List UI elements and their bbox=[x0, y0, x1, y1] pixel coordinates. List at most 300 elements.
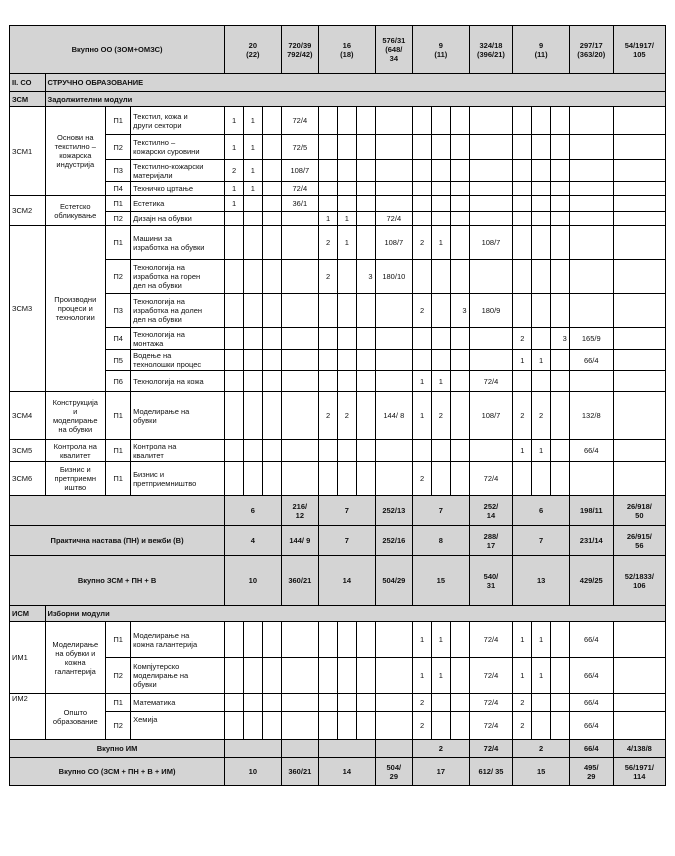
table-row bbox=[10, 182, 666, 196]
cell bbox=[262, 182, 281, 196]
total-cell bbox=[281, 740, 319, 758]
cell bbox=[262, 694, 281, 712]
total-cell: 10 bbox=[225, 758, 281, 786]
cell bbox=[225, 350, 244, 371]
cell bbox=[225, 694, 244, 712]
cell bbox=[243, 622, 262, 658]
subject-name: Естетика bbox=[131, 196, 225, 212]
cell: 2 bbox=[513, 392, 532, 440]
cell: 66/4 bbox=[569, 694, 613, 712]
cell: 1 bbox=[225, 135, 244, 160]
total-cell: 54/1917/ 105 bbox=[613, 26, 665, 74]
cell bbox=[513, 462, 532, 496]
subject-code: П2 bbox=[106, 212, 131, 226]
cell bbox=[469, 212, 513, 226]
cell bbox=[413, 135, 432, 160]
cell: 1 bbox=[532, 658, 551, 694]
cell: 3 bbox=[356, 260, 375, 294]
cell bbox=[450, 212, 469, 226]
subject-code: П1 bbox=[106, 196, 131, 212]
cell bbox=[262, 712, 281, 740]
cell bbox=[532, 260, 551, 294]
table-row bbox=[10, 294, 666, 328]
cell bbox=[262, 196, 281, 212]
module-code: ЗСМ2 bbox=[10, 196, 46, 226]
module-name: Бизнис и претприемн иштво bbox=[45, 462, 106, 496]
section-code: II. СО bbox=[10, 74, 46, 92]
cell bbox=[469, 350, 513, 371]
cell bbox=[613, 622, 665, 658]
cell bbox=[281, 328, 319, 350]
subject-name: Машини за изработка на обувки bbox=[131, 226, 225, 260]
cell bbox=[450, 107, 469, 135]
subject-code: П2 bbox=[106, 135, 131, 160]
subject-code: П1 bbox=[106, 440, 131, 462]
cell bbox=[243, 212, 262, 226]
subject-name: Компјутерско моделирање на обувки bbox=[131, 658, 225, 694]
cell: 180/10 bbox=[375, 260, 413, 294]
module-name: Општо образование bbox=[45, 694, 106, 740]
cell: 36/1 bbox=[281, 196, 319, 212]
cell: 2 bbox=[319, 260, 338, 294]
cell bbox=[225, 658, 244, 694]
cell: 108/7 bbox=[281, 160, 319, 182]
cell bbox=[356, 328, 375, 350]
cell bbox=[337, 196, 356, 212]
cell bbox=[262, 392, 281, 440]
total-cell: 6 bbox=[225, 496, 281, 526]
cell bbox=[243, 371, 262, 392]
cell bbox=[551, 392, 570, 440]
module-name: Конструкција и моделирање на обувки bbox=[45, 392, 106, 440]
table-row bbox=[10, 135, 666, 160]
grand-total-row bbox=[10, 758, 666, 786]
cell bbox=[431, 135, 450, 160]
cell bbox=[262, 462, 281, 496]
cell bbox=[413, 160, 432, 182]
cell bbox=[450, 392, 469, 440]
cell bbox=[243, 712, 262, 740]
cell bbox=[319, 712, 338, 740]
total-cell: 17 bbox=[413, 758, 469, 786]
cell bbox=[356, 694, 375, 712]
table-row bbox=[10, 107, 666, 135]
cell bbox=[356, 462, 375, 496]
cell bbox=[532, 135, 551, 160]
table-row bbox=[10, 440, 666, 462]
total-label: Вкупно ЗСМ + ПН + В bbox=[10, 556, 225, 606]
cell bbox=[469, 182, 513, 196]
cell: 2 bbox=[413, 694, 432, 712]
cell bbox=[375, 107, 413, 135]
cell bbox=[375, 160, 413, 182]
cell: 72/4 bbox=[469, 694, 513, 712]
subject-name: Бизнис и претприемништво bbox=[131, 462, 225, 496]
cell bbox=[569, 462, 613, 496]
cell bbox=[281, 694, 319, 712]
cell bbox=[551, 294, 570, 328]
cell bbox=[551, 658, 570, 694]
subject-name: Контрола на квалитет bbox=[131, 440, 225, 462]
cell bbox=[613, 226, 665, 260]
cell bbox=[431, 182, 450, 196]
subject-name: Техничко цртање bbox=[131, 182, 225, 196]
cell bbox=[243, 462, 262, 496]
module-code: ЗСМ1 bbox=[10, 107, 46, 196]
cell: 1 bbox=[243, 160, 262, 182]
cell bbox=[356, 350, 375, 371]
cell: 1 bbox=[243, 182, 262, 196]
cell bbox=[450, 196, 469, 212]
cell bbox=[375, 182, 413, 196]
empty-label bbox=[10, 496, 225, 526]
cell: 1 bbox=[513, 350, 532, 371]
subject-name: Технологија на кожа bbox=[131, 371, 225, 392]
cell: 1 bbox=[225, 107, 244, 135]
total-cell: 6 bbox=[513, 496, 569, 526]
cell bbox=[569, 226, 613, 260]
cell bbox=[281, 658, 319, 694]
total-cell: 360/21 bbox=[281, 758, 319, 786]
cell bbox=[225, 371, 244, 392]
cell bbox=[613, 371, 665, 392]
cell bbox=[532, 160, 551, 182]
cell: 3 bbox=[450, 294, 469, 328]
cell: 1 bbox=[337, 226, 356, 260]
section-title: Изборни модули bbox=[45, 606, 666, 622]
cell: 144/ 8 bbox=[375, 392, 413, 440]
cell bbox=[281, 440, 319, 462]
cell bbox=[375, 328, 413, 350]
cell bbox=[569, 160, 613, 182]
total-cell: 540/ 31 bbox=[469, 556, 513, 606]
cell: 1 bbox=[337, 212, 356, 226]
cell: 1 bbox=[413, 371, 432, 392]
cell bbox=[469, 160, 513, 182]
cell bbox=[337, 182, 356, 196]
cell bbox=[532, 712, 551, 740]
cell: 1 bbox=[225, 196, 244, 212]
cell bbox=[356, 440, 375, 462]
total-cell: 4 bbox=[225, 526, 281, 556]
cell bbox=[356, 622, 375, 658]
cell bbox=[356, 226, 375, 260]
cell bbox=[337, 622, 356, 658]
subject-name: Дизајн на обувки bbox=[131, 212, 225, 226]
cell bbox=[551, 622, 570, 658]
cell bbox=[513, 226, 532, 260]
cell bbox=[413, 212, 432, 226]
total-cell: 72/4 bbox=[469, 740, 513, 758]
cell bbox=[532, 694, 551, 712]
subject-name: Текстилно-кожарски материјали bbox=[131, 160, 225, 182]
cell bbox=[243, 294, 262, 328]
cell bbox=[551, 212, 570, 226]
cell bbox=[431, 462, 450, 496]
module-name: Производни процеси и технологии bbox=[45, 226, 106, 392]
total-cell: 252/16 bbox=[375, 526, 413, 556]
total-cell: 216/ 12 bbox=[281, 496, 319, 526]
cell bbox=[281, 260, 319, 294]
total-cell: 288/ 17 bbox=[469, 526, 513, 556]
total-cell bbox=[375, 740, 413, 758]
cell bbox=[356, 371, 375, 392]
module-code: ЗСМ6 bbox=[10, 462, 46, 496]
modules-subtotal-row bbox=[10, 496, 666, 526]
cell bbox=[225, 622, 244, 658]
cell bbox=[450, 440, 469, 462]
cell: 2 bbox=[337, 392, 356, 440]
subject-name: Текстилно – кожарски суровини bbox=[131, 135, 225, 160]
cell bbox=[337, 658, 356, 694]
table-row bbox=[10, 196, 666, 212]
cell bbox=[243, 392, 262, 440]
table-row bbox=[10, 392, 666, 440]
cell: 72/4 bbox=[469, 658, 513, 694]
section-header-row bbox=[10, 606, 666, 622]
section-code: ИСМ bbox=[10, 606, 46, 622]
cell bbox=[225, 462, 244, 496]
cell bbox=[551, 440, 570, 462]
cell bbox=[431, 212, 450, 226]
cell bbox=[356, 392, 375, 440]
subject-name: Технологија на изработка на горен дел на обувки bbox=[131, 260, 225, 294]
cell bbox=[243, 440, 262, 462]
table-row bbox=[10, 328, 666, 350]
cell bbox=[262, 107, 281, 135]
table-row bbox=[10, 226, 666, 260]
cell: 1 bbox=[243, 107, 262, 135]
total-cell: 8 bbox=[413, 526, 469, 556]
total-cell: 429/25 bbox=[569, 556, 613, 606]
cell bbox=[243, 328, 262, 350]
cell bbox=[431, 160, 450, 182]
cell bbox=[337, 462, 356, 496]
cell bbox=[356, 212, 375, 226]
total-cell: 360/21 bbox=[281, 556, 319, 606]
total-cell: 20 (22) bbox=[225, 26, 281, 74]
cell bbox=[375, 440, 413, 462]
section-header-row bbox=[10, 92, 666, 107]
subject-name: Технологија на изработка на долен дел на обувки bbox=[131, 294, 225, 328]
cell bbox=[450, 160, 469, 182]
cell bbox=[532, 462, 551, 496]
cell: 3 bbox=[551, 328, 570, 350]
cell bbox=[356, 107, 375, 135]
cell bbox=[262, 440, 281, 462]
cell bbox=[375, 350, 413, 371]
cell bbox=[225, 712, 244, 740]
section-header-row bbox=[10, 74, 666, 92]
cell bbox=[262, 135, 281, 160]
cell bbox=[262, 294, 281, 328]
cell bbox=[375, 462, 413, 496]
cell bbox=[431, 107, 450, 135]
cell: 1 bbox=[513, 658, 532, 694]
subject-name: Моделирање на кожна галантерија bbox=[131, 622, 225, 658]
module-code: ЗСМ3 bbox=[10, 226, 46, 392]
cell bbox=[356, 294, 375, 328]
cell bbox=[569, 107, 613, 135]
total-cell: 504/ 29 bbox=[375, 758, 413, 786]
cell bbox=[532, 371, 551, 392]
subject-code: П1 bbox=[106, 107, 131, 135]
cell: 1 bbox=[413, 658, 432, 694]
cell: 2 bbox=[532, 392, 551, 440]
total-cell: 7 bbox=[319, 496, 375, 526]
cell bbox=[532, 328, 551, 350]
cell bbox=[225, 328, 244, 350]
module-name: Основи на текстилно – кожарска индустрија bbox=[45, 107, 106, 196]
cell: 1 bbox=[431, 226, 450, 260]
subject-code: П6 bbox=[106, 371, 131, 392]
subject-code: П2 bbox=[106, 658, 131, 694]
subject-name: Математика bbox=[131, 694, 225, 712]
cell bbox=[262, 622, 281, 658]
cell: 1 bbox=[431, 371, 450, 392]
cell bbox=[431, 328, 450, 350]
cell bbox=[551, 160, 570, 182]
cell bbox=[262, 226, 281, 260]
total-cell: 252/13 bbox=[375, 496, 413, 526]
cell bbox=[469, 440, 513, 462]
total-cell: 231/14 bbox=[569, 526, 613, 556]
cell bbox=[431, 440, 450, 462]
table-row bbox=[10, 371, 666, 392]
cell bbox=[613, 160, 665, 182]
module-name: Контрола на квалитет bbox=[45, 440, 106, 462]
subject-name: Водење на технолошки процес bbox=[131, 350, 225, 371]
cell bbox=[450, 694, 469, 712]
table-row bbox=[10, 694, 666, 712]
cell: 1 bbox=[431, 658, 450, 694]
cell bbox=[319, 135, 338, 160]
cell: 2 bbox=[413, 462, 432, 496]
cell bbox=[243, 260, 262, 294]
module-code: ЗСМ5 bbox=[10, 440, 46, 462]
cell: 1 bbox=[532, 622, 551, 658]
cell: 180/9 bbox=[469, 294, 513, 328]
cell bbox=[337, 260, 356, 294]
cell bbox=[319, 328, 338, 350]
cell bbox=[613, 462, 665, 496]
cell bbox=[551, 712, 570, 740]
cell: 2 bbox=[319, 226, 338, 260]
cell bbox=[551, 371, 570, 392]
subject-code: П1 bbox=[106, 622, 131, 658]
cell bbox=[413, 260, 432, 294]
cell bbox=[413, 328, 432, 350]
cell: 1 bbox=[513, 622, 532, 658]
cell bbox=[513, 212, 532, 226]
subject-code: П4 bbox=[106, 182, 131, 196]
cell bbox=[262, 371, 281, 392]
cell bbox=[450, 622, 469, 658]
cell bbox=[513, 260, 532, 294]
cell: 72/4 bbox=[469, 462, 513, 496]
cell bbox=[225, 392, 244, 440]
cell bbox=[262, 160, 281, 182]
total-cell: 2 bbox=[413, 740, 469, 758]
cell bbox=[337, 107, 356, 135]
subject-name: Хемија bbox=[131, 712, 225, 740]
cell bbox=[319, 196, 338, 212]
total-cell: 56/1971/ 114 bbox=[613, 758, 665, 786]
cell bbox=[337, 135, 356, 160]
total-cell: 144/ 9 bbox=[281, 526, 319, 556]
cell bbox=[319, 462, 338, 496]
cell bbox=[337, 694, 356, 712]
cell bbox=[225, 440, 244, 462]
cell bbox=[375, 622, 413, 658]
cell bbox=[613, 260, 665, 294]
cell: 2 bbox=[513, 328, 532, 350]
subject-code: П1 bbox=[106, 226, 131, 260]
cell bbox=[469, 107, 513, 135]
cell bbox=[450, 328, 469, 350]
cell bbox=[613, 712, 665, 740]
cell bbox=[281, 622, 319, 658]
total-label: Вкупно СО (ЗСМ + ПН + В + ИМ) bbox=[10, 758, 225, 786]
total-cell: 52/1833/ 106 bbox=[613, 556, 665, 606]
cell: 132/8 bbox=[569, 392, 613, 440]
cell bbox=[569, 294, 613, 328]
cell bbox=[281, 226, 319, 260]
cell bbox=[356, 712, 375, 740]
cell bbox=[613, 350, 665, 371]
cell bbox=[450, 135, 469, 160]
cell bbox=[225, 226, 244, 260]
cell: 108/7 bbox=[375, 226, 413, 260]
total-label: Вкупно ИМ bbox=[10, 740, 225, 758]
cell bbox=[513, 371, 532, 392]
total-cell: 7 bbox=[513, 526, 569, 556]
cell bbox=[532, 226, 551, 260]
cell: 1 bbox=[319, 212, 338, 226]
cell bbox=[551, 694, 570, 712]
cell bbox=[513, 182, 532, 196]
cell bbox=[513, 160, 532, 182]
total-cell: 9 (11) bbox=[513, 26, 569, 74]
cell bbox=[551, 135, 570, 160]
module-name: Естетско обликување bbox=[45, 196, 106, 226]
cell bbox=[413, 440, 432, 462]
cell: 66/4 bbox=[569, 350, 613, 371]
module-code: ИМ1 bbox=[10, 622, 46, 694]
cell bbox=[262, 658, 281, 694]
cell bbox=[450, 182, 469, 196]
cell bbox=[613, 107, 665, 135]
cell bbox=[469, 196, 513, 212]
total-cell: 15 bbox=[413, 556, 469, 606]
cell bbox=[431, 694, 450, 712]
section-title: СТРУЧНО ОБРАЗОВАНИЕ bbox=[45, 74, 666, 92]
cell bbox=[375, 196, 413, 212]
cell bbox=[551, 260, 570, 294]
total-cell: 252/ 14 bbox=[469, 496, 513, 526]
total-label: Вкупно ОО (ЗОМ+ОМЗС) bbox=[10, 26, 225, 74]
cell bbox=[243, 350, 262, 371]
module-code: ИМ2 bbox=[10, 694, 46, 740]
cell: 1 bbox=[431, 622, 450, 658]
cell bbox=[469, 260, 513, 294]
cell: 108/7 bbox=[469, 226, 513, 260]
cell: 66/4 bbox=[569, 440, 613, 462]
table-row bbox=[10, 160, 666, 182]
cell: 72/4 bbox=[281, 107, 319, 135]
cell: 2 bbox=[413, 226, 432, 260]
cell: 2 bbox=[513, 694, 532, 712]
